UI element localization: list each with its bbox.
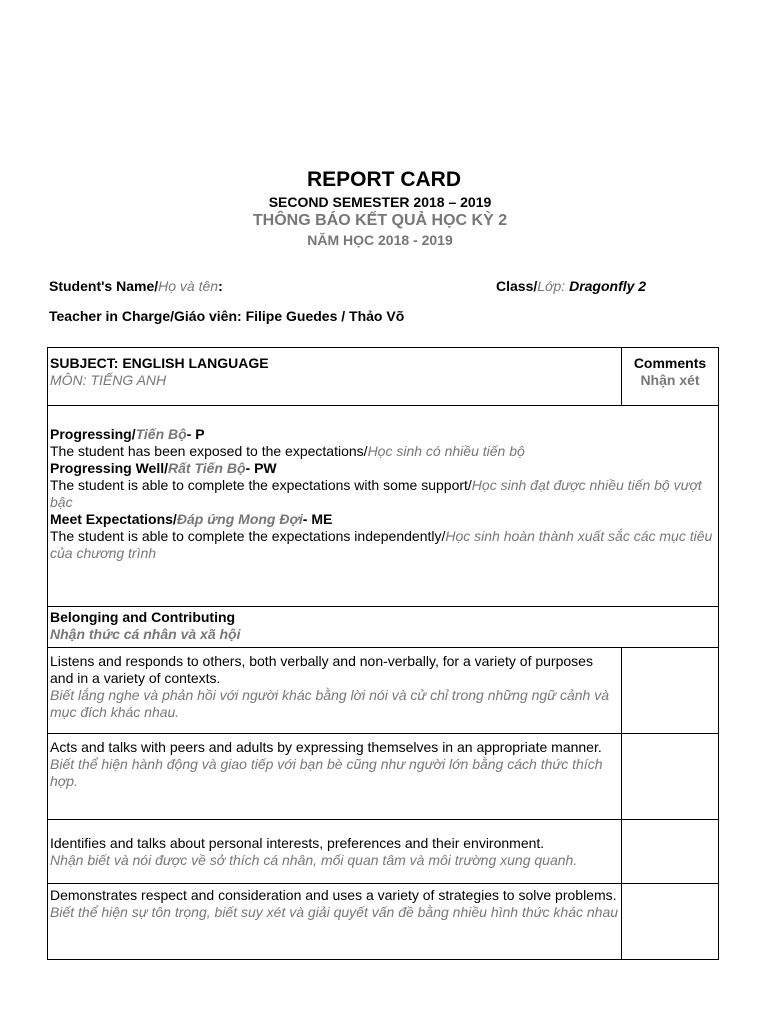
subject-label-vi: MÔN: TIẾNG ANH [50, 372, 167, 388]
legend-meet-expectations-desc: The student is able to complete the expectations independently/Học sinh hoàn thành xuất sắc các mục tiêu của chương trình [50, 528, 713, 561]
criterion-cell [48, 734, 622, 820]
criterion-text-vi: Biết thể hiện hành động và giao tiếp với bạn bè cũng như người lớn bằng cách thức thích hợp. [50, 756, 603, 789]
class-label-vi: Lớp: [537, 278, 566, 294]
school-year-vi: NĂM HỌC 2018 - 2019 [307, 232, 453, 248]
criterion-cell [48, 648, 622, 734]
criterion-text-vi: Biết lắng nghe và phản hồi với người khác bằng lời nói và cử chỉ trong những ngữ cảnh và mục đích khác nhau. [50, 687, 610, 720]
criterion-cell [48, 884, 622, 960]
section-cell [48, 607, 719, 648]
legend-progressing-well-desc: The student is able to complete the expectations with some support/Học sinh đạt được nhiều tiến bộ vượt bậc [50, 477, 702, 510]
table-row [48, 648, 719, 734]
class-field [496, 278, 646, 294]
comments-label: Comments [633, 355, 707, 371]
subject-header-row [48, 348, 719, 406]
class-label: Class/ [496, 278, 538, 294]
legend-cell [48, 406, 719, 607]
criterion-text-vi: Nhận biết và nói được về sở thích cá nhân, mối quan tâm và môi trường xung quanh. [50, 851, 578, 868]
student-name-label: Student's Name/ [49, 278, 159, 294]
comments-header-cell [622, 348, 719, 406]
class-value: Dragonfly 2 [569, 278, 647, 294]
legend-progressing-desc: The student has been exposed to the expectations/Học sinh có nhiều tiến bộ [50, 443, 525, 459]
semester-heading-vi: THÔNG BÁO KẾT QUẢ HỌC KỲ 2 [252, 212, 508, 229]
table-row [48, 820, 719, 884]
student-name-field [49, 278, 223, 294]
student-name-colon: : [218, 278, 223, 294]
table-row [48, 734, 719, 820]
comment-cell[interactable] [622, 884, 719, 960]
criterion-text: Demonstrates respect and consideration and uses a variety of strategies to solve problems. [50, 887, 617, 903]
criterion-text-vi: Biết thể hiện sự tôn trọng, biết suy xét và giải quyết vấn đề bằng nhiều hình thức khác nhau [50, 904, 619, 920]
subject-label: SUBJECT: ENGLISH LANGUAGE [50, 355, 269, 371]
criterion-cell [48, 820, 622, 884]
section-title: Belonging and Contributing [50, 609, 236, 625]
legend-meet-expectations: Meet Expectations/Đáp ứng Mong Đợi- ME [50, 511, 333, 527]
comment-cell[interactable] [622, 648, 719, 734]
report-table [47, 347, 719, 960]
legend-progressing: Progressing/Tiến Bộ- P [50, 426, 205, 442]
comment-cell[interactable] [622, 734, 719, 820]
section-row [48, 607, 719, 648]
criterion-text: Acts and talks with peers and adults by expressing themselves in an appropriate manner. [50, 739, 602, 755]
subject-cell [48, 348, 622, 406]
report-title: REPORT CARD [306, 168, 461, 191]
legend-progressing-well: Progressing Well/Rất Tiến Bộ- PW [50, 460, 277, 476]
criterion-text: Listens and responds to others, both verbally and non-verbally, for a variety of purposes and in a variety of contexts. [50, 653, 593, 686]
section-title-vi: Nhận thức cá nhân và xã hội [50, 626, 241, 642]
comment-cell[interactable] [622, 820, 719, 884]
student-name-label-vi: Họ và tên [158, 278, 219, 294]
table-row [48, 884, 719, 960]
teacher-field: Teacher in Charge/Giáo viên: Filipe Guedes / Thảo Võ [49, 308, 405, 324]
criterion-text: Identifies and talks about personal interests, preferences and their environment. [50, 834, 545, 851]
legend-row [48, 406, 719, 607]
semester-heading: SECOND SEMESTER 2018 – 2019 [268, 194, 492, 210]
comments-label-vi: Nhận xét [640, 372, 700, 388]
